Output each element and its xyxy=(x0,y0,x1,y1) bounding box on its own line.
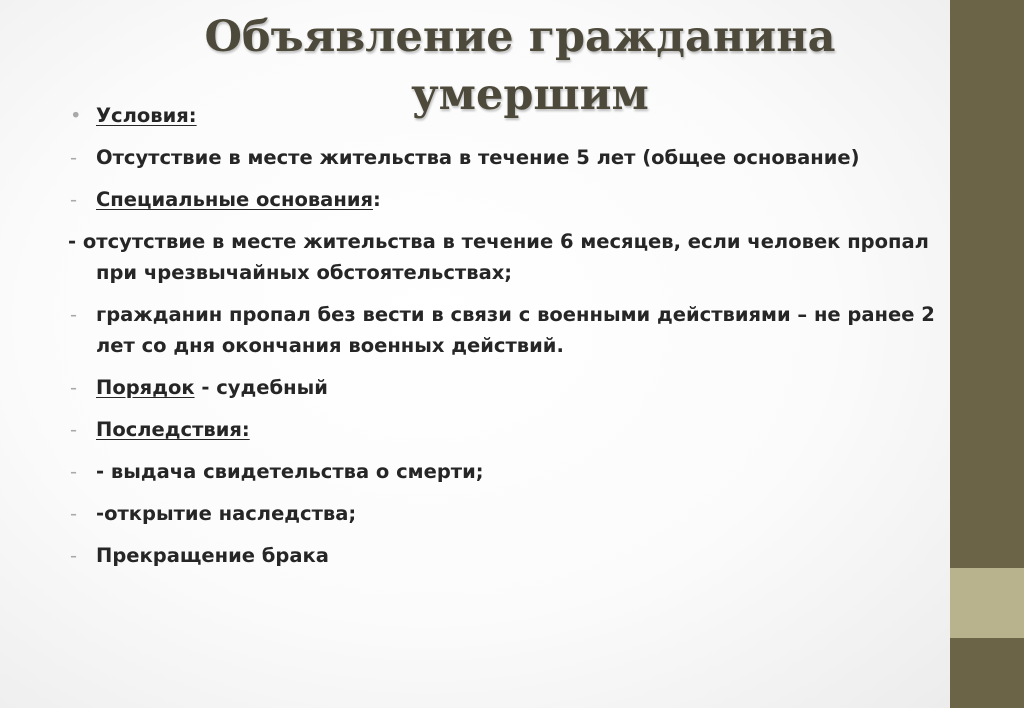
list-item-death-certificate xyxy=(68,456,948,487)
dash-marker: - xyxy=(70,146,78,169)
list-item-special-grounds xyxy=(68,184,948,215)
dash-marker: - xyxy=(70,376,78,399)
list-item-inheritance xyxy=(68,498,948,529)
item-text: - судебный xyxy=(194,376,328,399)
item-text: - выдача свидетельства о смерти; xyxy=(96,460,484,483)
decorative-sidebar-band xyxy=(950,568,1024,638)
item-text: -открытие наследства; xyxy=(96,502,357,525)
dash-marker: - xyxy=(70,303,78,326)
list-item-six-months xyxy=(68,226,948,288)
dash-marker: - xyxy=(70,188,78,211)
item-heading: Последствия: xyxy=(96,418,250,441)
list-item-military xyxy=(68,299,948,361)
item-heading: Порядок xyxy=(96,376,195,399)
item-heading: Специальные основания xyxy=(96,188,373,211)
bullet-list xyxy=(68,100,948,582)
item-text: гражданин пропал без вести в связи с военными действиями – не ранее 2 лет со дня окончания военных действий. xyxy=(96,303,935,357)
item-text: Отсутствие в месте жительства в течение 5 лет (общее основание) xyxy=(96,146,860,169)
list-item-procedure xyxy=(68,372,948,403)
title-line-2: умершим xyxy=(411,70,649,120)
item-text: - отсутствие в месте жительства в течение 6 месяцев, если человек пропал при чрезвычайных обстоятельствах; xyxy=(68,230,929,284)
item-text: : xyxy=(373,188,381,211)
bullet-marker: • xyxy=(70,104,82,127)
dash-marker: - xyxy=(70,502,78,525)
item-heading: Условия: xyxy=(96,104,197,127)
dash-marker: - xyxy=(70,418,78,441)
list-item-general-ground xyxy=(68,142,948,173)
item-text: Прекращение брака xyxy=(96,544,329,567)
dash-marker: - xyxy=(70,544,78,567)
list-item-consequences xyxy=(68,414,948,445)
list-item-marriage xyxy=(68,540,948,571)
title-line-1: Объявление гражданина xyxy=(204,12,836,62)
list-item-conditions xyxy=(68,100,948,131)
dash-marker: - xyxy=(70,460,78,483)
